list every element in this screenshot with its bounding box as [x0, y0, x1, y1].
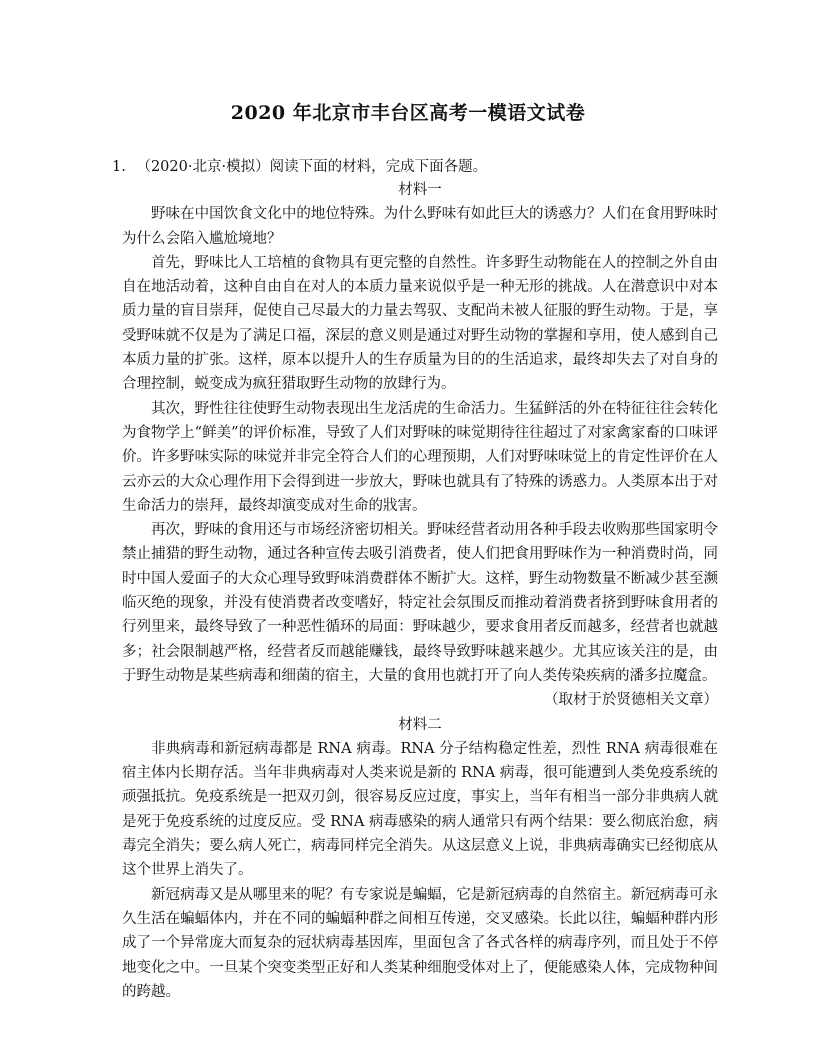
question-prompt: （2020·北京·模拟）阅读下面的材料，完成下面各题。 — [136, 159, 488, 175]
question-header — [112, 155, 487, 176]
document-body — [122, 178, 718, 1004]
paragraph: 再次，野味的食用还与市场经济密切相关。野味经营者动用各种手段去收购那些国家明令禁止捕猎的野生动物，通过各种宣传去吸引消费者，使人们把食用野味作为一种消费时尚，同时中国人爱面子的大众心理导致野味消费群体不断扩大。这样，野生动物数量不断减少甚至濒临灭绝的现象，并没有使消费者改变嗜好，特定社会氛围反而推动着消费者挤到野味食用者的行列里来，最终导致了一种恶性循环的局面：野味越少，要求食用者反而越多，经营者也就越多；社会限制越严格，经营者反而越能赚钱，最终导致野味越来越少。尤其应该关注的是，由于野生动物是某些病毒和细菌的宿主，大量的食用也就打开了向人类传染疾病的潘多拉魔盒。 — [122, 522, 718, 684]
paragraph: 其次，野性往往使野生动物表现出生龙活虎的生命活力。生猛鲜活的外在特征往往会转化为食物学上“鲜美”的评价标准，导致了人们对野味的味觉期待往往超过了对家禽家畜的口味评价。许多野味实际的味觉并非完全符合人们的心理预期，人们对野味味觉上的肯定性评价在人云亦云的大众心理作用下会得到进一步放大，野味也就具有了特殊的诱惑力。人类原本出于对生命活力的崇拜，最终却演变成对生命的戕害。 — [122, 400, 718, 514]
material-heading: 材料二 — [398, 716, 442, 733]
paragraph: 非典病毒和新冠病毒都是 RNA 病毒。RNA 分子结构稳定性差，烈性 RNA 病毒很难在宿主体内长期存活。当年非典病毒对人类来说是新的 RNA 病毒，很可能遭到人类免疫系统的顽强抵抗。免疫系统是一把双刃剑，很容易反应过度，事实上，当年有相当一部分非典病人就是死于免疫系统的过度反应。受 RNA 病毒感染的病人通常只有两个结果：要么彻底治愈，病毒完全消失；要么病人死亡，病毒同样完全消失。从这层意义上说，非典病毒确实已经彻底从这个世界上消失了。 — [122, 740, 718, 879]
source-citation: （取材于於贤德相关文章） — [544, 692, 718, 709]
material-heading: 材料一 — [398, 182, 442, 198]
question-number: 1. — [112, 159, 126, 175]
page-title: 2020 年北京市丰台区高考一模语文试卷 — [230, 102, 586, 124]
paragraph: 首先，野味比人工培植的食物具有更完整的自然性。许多野生动物能在人的控制之外自由自在地活动着，这种自由自在对人的本质力量来说似乎是一种无形的挑战。人在潜意识中对本质力量的盲目崇拜，促使自己尽最大的力量去驾驭、支配尚未被人征服的野生动物。于是，享受野味就不仅是为了满足口福，深层的意义则是通过对野生动物的掌握和享用，使人感到自己本质力量的扩张。这样，原本以提升人的生存质量为目的的生活追求，最终却失去了对自身的合理控制，蜕变成为疯狂猎取野生动物的放肆行为。 — [122, 254, 718, 393]
paragraph: 新冠病毒又是从哪里来的呢？有专家说是蝙蝠，它是新冠病毒的自然宿主。新冠病毒可永久生活在蝙蝠体内，并在不同的蝙蝠种群之间相互传递，交叉感染。长此以往，蝙蝠种群内形成了一个异常庞大而复杂的冠状病毒基因库，里面包含了各式各样的病毒序列，而且处于不停地变化之中。一旦某个突变类型正好和人类某种细胞受体对上了，便能感染人体，完成物种间的跨越。 — [122, 886, 718, 1000]
paragraph: 野味在中国饮食文化中的地位特殊。为什么野味有如此巨大的诱惑力？人们在食用野味时为什么会陷入尴尬境地？ — [122, 206, 718, 247]
